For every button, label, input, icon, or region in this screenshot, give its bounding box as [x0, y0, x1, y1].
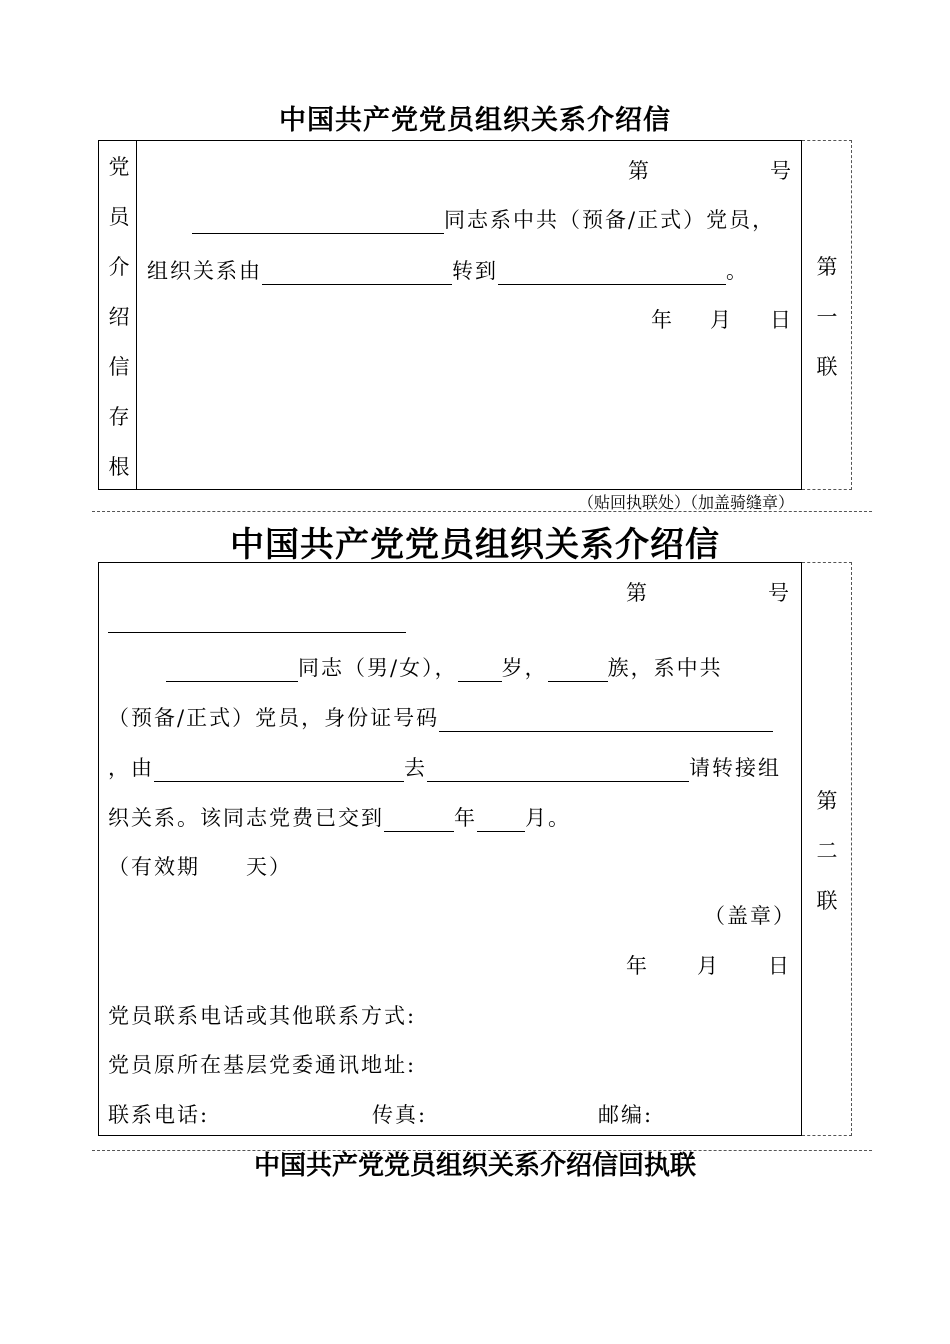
from-org-blank[interactable] — [262, 262, 452, 285]
stub-title: 中国共产党党员组织关系介绍信 — [279, 105, 671, 136]
perforation-top-2 — [802, 562, 852, 563]
seal-text: （盖章） — [704, 904, 796, 928]
stub-form-box — [98, 140, 802, 490]
stub-line1: 同志系中共（预备/正式）党员， — [192, 204, 775, 234]
letter-line-dues: 织关系。该同志党费已交到 年 月。 — [108, 806, 571, 830]
perforation-bottom-2 — [802, 1135, 852, 1136]
validity-text: （有效期 天） — [108, 855, 292, 879]
age-blank[interactable] — [458, 659, 502, 682]
dues-month-blank[interactable] — [477, 809, 525, 832]
letter-date-month: 月 — [697, 954, 720, 978]
copy-one-label: 第 一 联 — [816, 255, 838, 379]
fax-label: 传真: — [372, 1103, 428, 1127]
letter-title: 中国共产党党员组织关系介绍信 — [230, 525, 720, 565]
name-blank[interactable] — [192, 211, 444, 234]
stub-line2: 组织关系由 转到 。 — [147, 259, 749, 283]
phone-label: 联系电话: — [108, 1103, 210, 1127]
stub-number-prefix: 第 — [628, 159, 651, 183]
stub-number-suffix: 号 — [770, 159, 793, 183]
stub-date-year: 年 — [651, 308, 674, 332]
dues-year-blank[interactable] — [384, 809, 454, 832]
letter-number-prefix: 第 — [626, 581, 649, 605]
letter-number-suffix: 号 — [768, 581, 791, 605]
address-label: 党员原所在基层党委通讯地址: — [108, 1053, 417, 1077]
contact-method-label: 党员联系电话或其他联系方式: — [108, 1004, 417, 1028]
stub-divider — [136, 140, 137, 490]
perforation-right-1 — [851, 140, 852, 490]
letter-date-year: 年 — [626, 954, 649, 978]
letter-line-comrade: 同志（男/女）， 岁， 族，系中共 — [166, 652, 723, 682]
ethnic-blank[interactable] — [548, 659, 608, 682]
stub-date-day: 日 — [770, 308, 793, 332]
perforation-bottom-1 — [802, 489, 852, 490]
stub-date-month: 月 — [710, 308, 733, 332]
stub-note: （贴回执联处）（加盖骑缝章） — [578, 493, 795, 512]
recipient-blank[interactable] — [108, 610, 406, 633]
perforation-top-1 — [802, 140, 852, 141]
stub-side-label: 党 员 介 绍 信 存 根 — [108, 155, 130, 479]
to-blank[interactable] — [427, 759, 689, 782]
letter-line-member: （预备/正式）党员，身份证号码 — [108, 702, 773, 732]
cut-line-1 — [92, 511, 872, 512]
perforation-right-2 — [851, 562, 852, 1136]
copy-two-label: 第 二 联 — [816, 789, 838, 913]
letter-date-day: 日 — [768, 954, 791, 978]
postcode-label: 邮编: — [598, 1103, 654, 1127]
from-blank[interactable] — [154, 759, 404, 782]
comrade-name-blank[interactable] — [166, 659, 298, 682]
receipt-title: 中国共产党党员组织关系介绍信回执联 — [253, 1151, 696, 1181]
letter-line-transfer: ，由 去 请转接组 — [108, 756, 781, 780]
to-org-blank[interactable] — [498, 262, 726, 285]
id-number-blank[interactable] — [439, 709, 773, 732]
